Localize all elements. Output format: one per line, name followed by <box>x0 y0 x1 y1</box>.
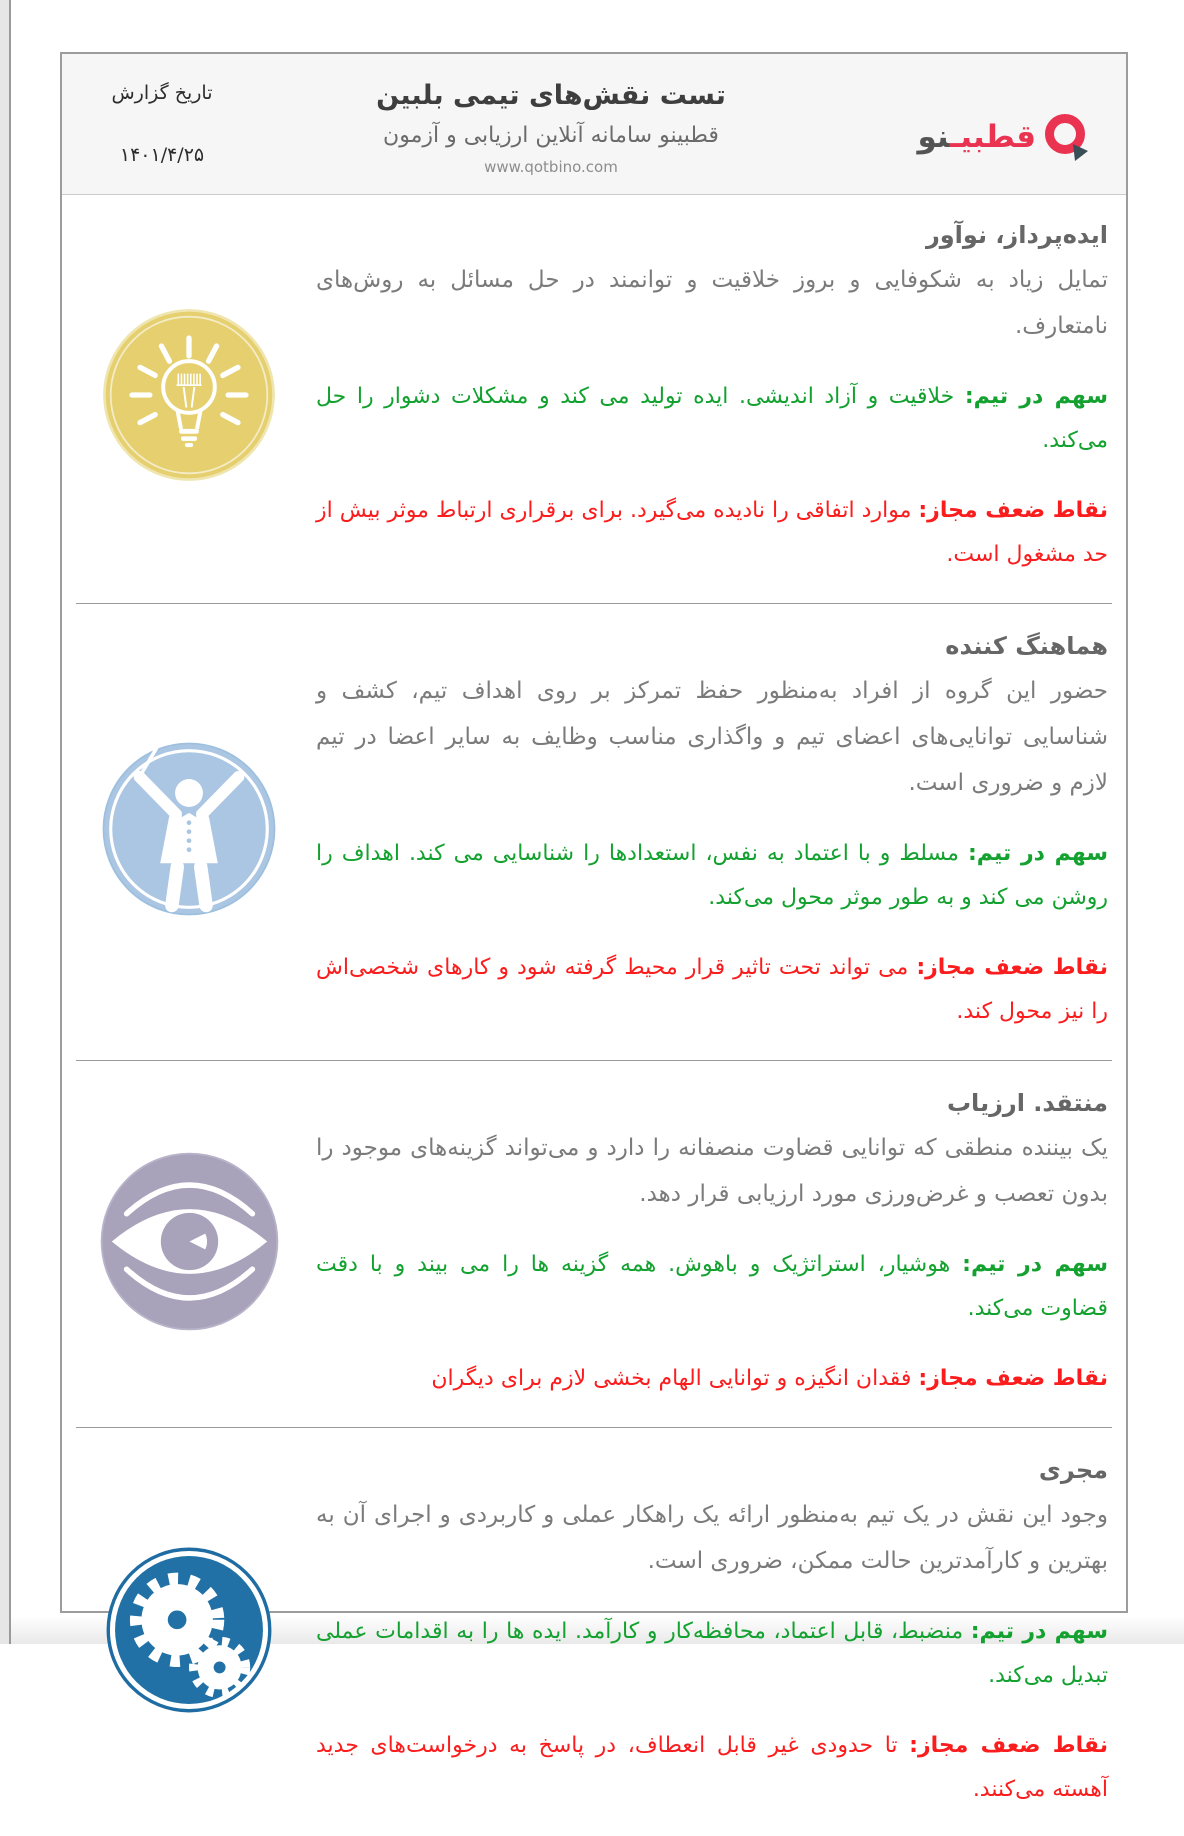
conductor-icon <box>99 739 279 919</box>
lightbulb-icon <box>100 306 278 484</box>
section-evaluator-text <box>308 1067 1118 1415</box>
contribution-label: سهم در تیم: <box>970 1619 1108 1644</box>
weakness-label: نقاط ضعف مجاز: <box>918 498 1109 523</box>
section-evaluator <box>62 1063 1126 1425</box>
section-innovator-text <box>308 199 1118 591</box>
section-description: تمایل زیاد به شکوفایی و بروز خلاقیت و توانمند در حل مسائل به روش‌های نامتعارف. <box>316 267 1108 339</box>
weakness-text: تا حدودی غیر قابل انعطاف، در پاسخ به درخواست‌های جدید آهسته می‌کنند. <box>316 1733 1108 1802</box>
contribution-text: خلاقیت و آزاد اندیشی. ایده تولید می کند و مشکلات دشوار را حل می‌کند. <box>316 384 1108 453</box>
contribution-line <box>316 375 1108 463</box>
section-description: وجود این نقش در یک تیم به‌منظور ارائه یک راهکار عملی و کاربردی و اجرای آن به بهترین و کارآمدترین حالت ممکن، ضروری است. <box>316 1502 1108 1574</box>
weakness-text: فقدان انگیزه و توانایی الهام بخشی لازم برای دیگران <box>431 1366 919 1391</box>
website-url: www.qotbino.com <box>484 158 618 176</box>
contribution-label: سهم در تیم: <box>962 1252 1108 1277</box>
section-coordinator-icon-col <box>70 610 308 1048</box>
page-subtitle: قطبینو سامانه آنلاین ارزیابی و آزمون <box>383 123 719 148</box>
contribution-text: مسلط و با اعتماد به نفس، استعدادها را شناسایی می کند. اهداف را روشن می کند و به طور موثر محول می‌کند. <box>316 841 1108 910</box>
section-divider <box>76 1427 1112 1428</box>
weakness-label: نقاط ضعف مجاز: <box>918 1366 1108 1391</box>
qotbino-logo <box>850 85 1116 163</box>
section-evaluator-icon-col <box>70 1067 308 1415</box>
page-title: تست نقش‌های تیمی بلبین <box>376 80 726 111</box>
report-date-value: ۱۴۰۱/۴/۲۵ <box>119 144 205 166</box>
contribution-line <box>316 832 1108 920</box>
section-title: هماهنگ کننده <box>945 632 1108 660</box>
section-innovator-icon-col <box>70 199 308 591</box>
logo-text-dark: نو <box>917 119 950 155</box>
section-divider <box>76 1060 1112 1061</box>
section-description: حضور این گروه از افراد به‌منظور حفظ تمرکز بر روی اهداف تیم، کشف و شناسایی توانایی‌های اعضای تیم و واگذاری مناسب وظایف به سایر اعضا در تیم لازم و ضروری است. <box>316 678 1108 796</box>
section-implementer-text <box>308 1434 1118 1826</box>
weakness-line <box>316 1724 1108 1812</box>
section-divider <box>76 603 1112 604</box>
page-edge-strip <box>0 0 11 1644</box>
section-coordinator <box>62 606 1126 1058</box>
qotbino-wordmark <box>918 119 1037 155</box>
qotbino-q-icon <box>1040 111 1090 163</box>
report-header <box>62 54 1126 195</box>
weakness-line <box>316 1357 1108 1401</box>
weakness-text: موارد اتفاقی را نادیده می‌گیرد. برای برقراری ارتباط موثر بیش از حد مشغول است. <box>316 498 1108 567</box>
contribution-label: سهم در تیم: <box>967 841 1108 866</box>
eye-icon <box>97 1149 282 1334</box>
weakness-label: نقاط ضعف مجاز: <box>916 955 1108 980</box>
section-title: منتقد. ارزیاب <box>946 1089 1108 1117</box>
report-date-block <box>72 82 252 166</box>
weakness-text: می تواند تحت تاثیر قرار محیط گرفته شود و کارهای شخصی‌اش را نیز محول کند. <box>316 955 1108 1024</box>
contribution-line <box>316 1610 1108 1698</box>
section-description: یک بیننده منطقی که توانایی قضاوت منصفانه را دارد و می‌تواند گزینه‌های موجود را بدون تعصب و غرض‌ورزی مورد ارزیابی قرار دهد. <box>316 1135 1108 1207</box>
section-implementer-icon-col <box>70 1434 308 1826</box>
weakness-label: نقاط ضعف مجاز: <box>909 1733 1109 1758</box>
contribution-text: منضبط، قابل اعتماد، محافظه‌کار و کارآمد. ایده ها را به اقدامات عملی تبدیل می‌کند. <box>316 1619 1108 1688</box>
weakness-line <box>316 489 1108 577</box>
document-frame <box>60 52 1128 1802</box>
header-title-block <box>252 72 850 176</box>
section-implementer <box>62 1430 1126 1836</box>
section-coordinator-text <box>308 610 1118 1048</box>
weakness-line <box>316 946 1108 1034</box>
section-title: مجری <box>1038 1456 1108 1484</box>
contribution-label: سهم در تیم: <box>964 384 1108 409</box>
section-innovator <box>62 195 1126 601</box>
section-title: ایده‌پرداز، نوآور <box>925 221 1108 249</box>
contribution-text: هوشیار، استراتژیک و باهوش. همه گزینه ها را می بیند و با دقت قضاوت می‌کند. <box>316 1252 1108 1321</box>
contribution-line <box>316 1243 1108 1331</box>
logo-text-red: قطبیـ <box>949 119 1036 155</box>
gears-icon <box>104 1545 274 1715</box>
report-date-label: تاریخ گزارش <box>111 82 213 104</box>
